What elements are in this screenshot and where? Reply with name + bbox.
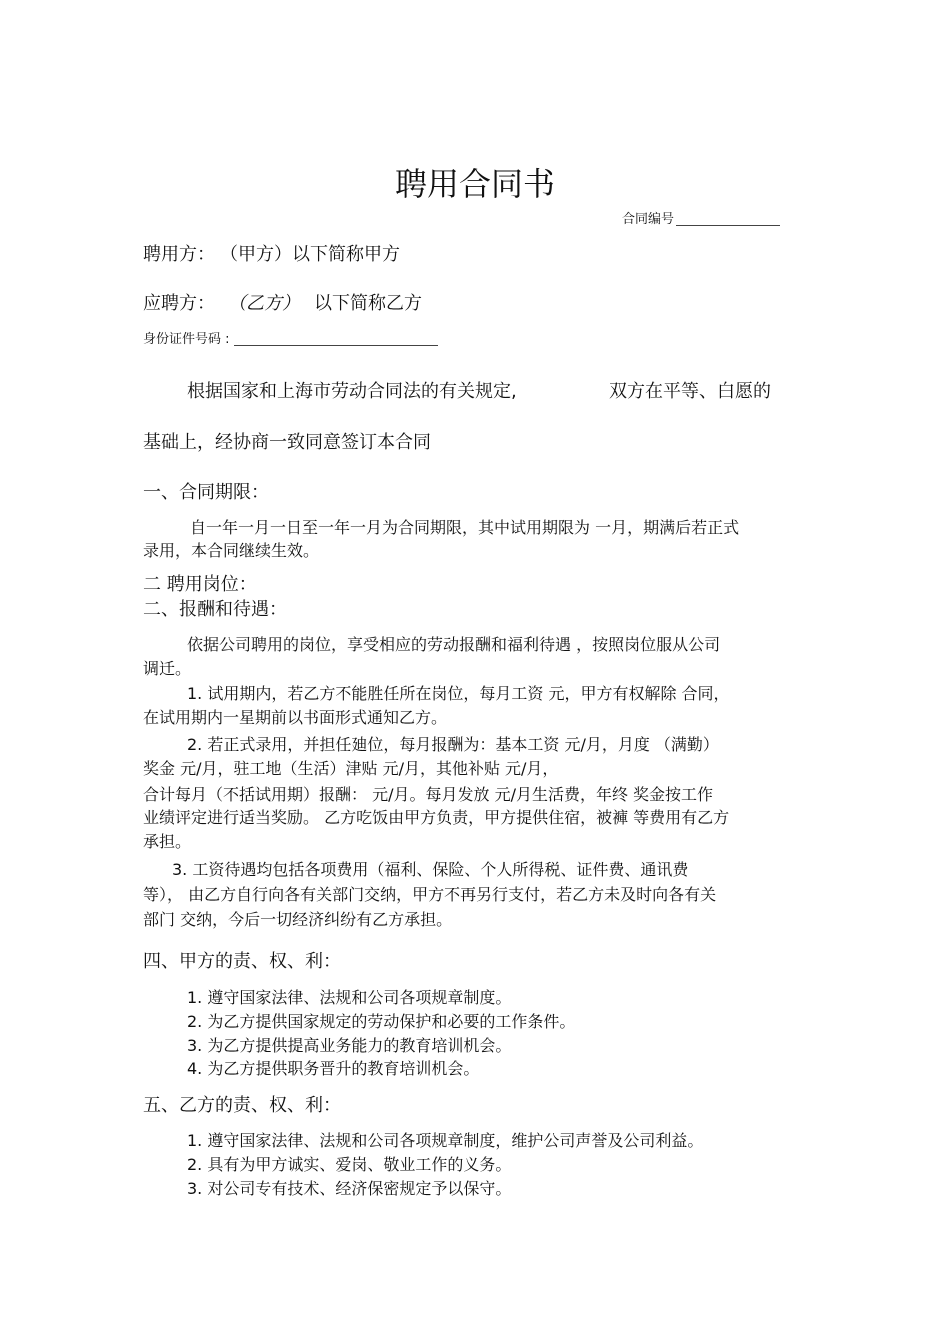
section-1-text-2: 录用，本合同继续生效。: [143, 541, 320, 560]
employer-line: [143, 246, 400, 264]
section-5-item: 3. 对公司专有技术、经济保密规定予以保守。: [187, 1179, 512, 1198]
section-3-item-3a: 3. 工资待遇均包括各项费用（福利、保险、个人所得税、证件费、通讯费: [172, 860, 689, 879]
section-3-item-3c: 部门 交纳，今后一切经济纠纷有乙方承担。: [143, 910, 453, 929]
section-1-heading: 一、合同期限：: [143, 482, 269, 503]
section-5-heading: 五、乙方的责、权、利：: [143, 1095, 341, 1116]
section-3-item-2a: 2. 若正式录用，并担任廸位，每月报酬为：基本工资 元/月，月度 （满勤）: [187, 735, 719, 754]
employee-value: （乙方）: [237, 293, 300, 314]
section-4-item: 4. 为乙方提供职务晋升的教育培训机会。: [187, 1059, 480, 1078]
section-3-item-1b: 在试用期内一星期前以书面形式通知乙方。: [143, 708, 448, 727]
section-4-heading: 四、甲方的责、权、利：: [143, 951, 341, 972]
section-4-item: 2. 为乙方提供国家规定的劳动保护和必要的工作条件。: [187, 1012, 576, 1031]
intro-line-2: 基础上，经协商一致同意签订本合同: [143, 432, 431, 453]
id-number-label: 身份证件号码 :: [143, 332, 230, 347]
section-1-text-1: 自一年一月一日至一年一月为合同期限，其中试用期限为 一月，期满后若正式: [190, 518, 740, 537]
employee-line: [143, 295, 422, 313]
intro-line-1a: 根据国家和上海市劳动合同法的有关规定,: [187, 381, 517, 402]
section-3-text-1a: 依据公司聘用的岗位，享受相应的劳动报酬和福利待遇 ，按照岗位服从公司: [187, 635, 721, 654]
contract-number-label: 合同编号: [622, 212, 675, 227]
section-5-item: 1. 遵守国家法律、法规和公司各项规章制度，维护公司声誉及公司利益。: [187, 1131, 704, 1150]
employer-value: （甲方）以下简称甲方: [229, 244, 400, 265]
employer-label: 聘用方：: [143, 244, 215, 265]
section-2-heading: 二 聘用岗位：: [143, 574, 257, 595]
section-3-item-3b: 等）， 由乙方自行向各有关部门交纳，甲方不再另行支付，若乙方未及时向各有关: [143, 885, 717, 904]
section-3-item-1a: 1. 试用期内，若乙方不能胜任所在岗位，每月工资 元，甲方有权解除 合同，: [187, 684, 730, 703]
document-title: 聘用合同书: [394, 165, 555, 203]
section-4-item: 1. 遵守国家法律、法规和公司各项规章制度。: [187, 988, 512, 1007]
section-3-item-2e: 承担。: [143, 832, 192, 851]
section-4-item: 3. 为乙方提供提高业务能力的教育培训机会。: [187, 1036, 512, 1055]
section-3-text-1b: 调迁。: [143, 659, 192, 678]
section-3-item-2d: 业绩评定进行适当奖励。 乙方吃饭由甲方负责，甲方提供住宿，被褲 等费用有乙方: [143, 808, 730, 827]
id-number-blank: [234, 335, 438, 346]
section-3-item-2c: 合计每月（不括试用期）报酬： 元/月。每月发放 元/月生活费，年终 奖金按工作: [143, 785, 714, 804]
intro-line-1b: 双方在平等、白愿的: [609, 381, 771, 402]
employee-label: 应聘方：: [143, 293, 215, 314]
section-3-heading: 二、报酬和待遇：: [143, 599, 287, 620]
id-number-line: [143, 333, 438, 346]
section-5-item: 2. 具有为甲方诚实、爱岗、敬业工作的义务。: [187, 1155, 512, 1174]
section-3-item-2b: 奖金 元/月，驻工地（生活）津贴 元/月，其他补贴 元/月，: [143, 759, 559, 778]
contract-number: [622, 213, 780, 226]
employee-suffix: 以下简称乙方: [314, 293, 422, 314]
contract-number-blank: [676, 213, 780, 226]
